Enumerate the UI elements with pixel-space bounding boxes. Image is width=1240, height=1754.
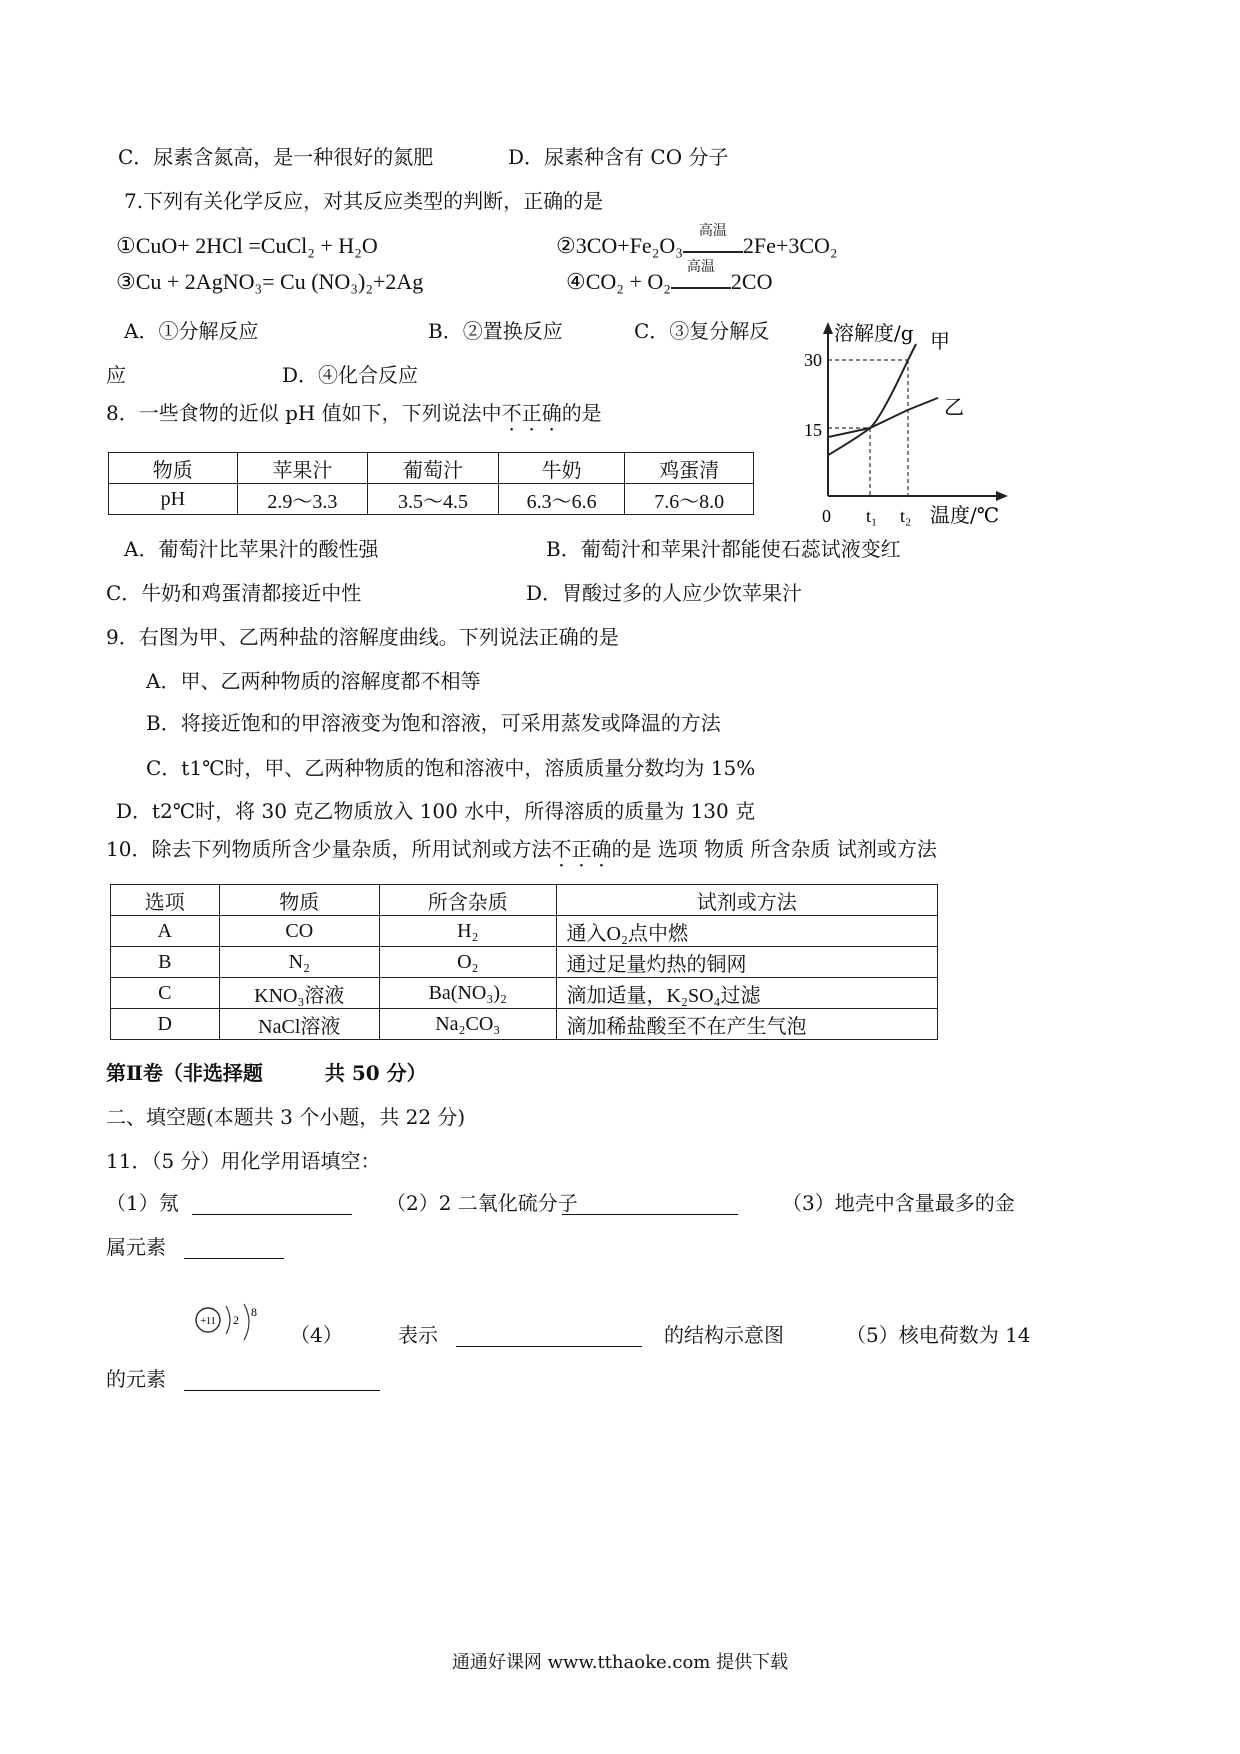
table-cell: 6.3～6.6 [498, 484, 625, 515]
q8-option-d: D．胃酸过多的人应少饮苹果汁 [526, 581, 803, 605]
table-header-cell: 试剂或方法 [556, 885, 937, 916]
part2-title-text: 第Ⅱ卷（非选择题 [106, 1061, 263, 1085]
shell-1-count: 2 [233, 1313, 239, 1327]
table-cell: 3.5～4.5 [368, 484, 499, 515]
x-axis-arrow [996, 491, 1008, 501]
electron-shell-1 [226, 1306, 230, 1334]
q10-emph-3: 确 [591, 837, 612, 861]
q7-option-b: B．②置换反应 [428, 319, 563, 343]
table-header-cell: 牛奶 [498, 453, 625, 484]
table-cell: 2.9～3.3 [237, 484, 368, 515]
table-cell: A [111, 916, 220, 947]
q8-option-c: C．牛奶和鸡蛋清都接近中性 [106, 581, 362, 605]
impurity-table [110, 884, 938, 1040]
q6-option-d: D．尿素种含有 CO 分子 [508, 145, 729, 169]
q11-part-4: （4） [290, 1323, 343, 1347]
q9-option-d: D．t2℃时，将 30 克乙物质放入 100 水中，所得溶质的质量为 130 克 [116, 799, 756, 823]
eq4-right: 2CO [730, 269, 773, 294]
table-row [111, 947, 938, 978]
shell-2-count: 8 [251, 1305, 257, 1319]
q9-option-a: A．甲、乙两种物质的溶解度都不相等 [146, 669, 481, 693]
q8-option-a: A．葡萄汁比苹果汁的酸性强 [124, 537, 379, 561]
q10-stem-end: 的是 选项 物质 所含杂质 试剂或方法 [611, 837, 937, 861]
chart-series [828, 344, 938, 455]
ph-table [108, 452, 754, 515]
q10-emph-1: 不 [551, 837, 572, 861]
q7-equation-3: ③Cu + 2AgNO₃= Cu (NO₃)₂+2Ag [116, 269, 424, 294]
table-cell: C [111, 978, 220, 1009]
table-cell: H₂ [380, 916, 557, 947]
eq4-left: ④CO₂ + O₂ [566, 269, 671, 294]
q7-stem: 7.下列有关化学反应，对其反应类型的判断，正确的是 [124, 189, 604, 213]
table-header-cell: 鸡蛋清 [625, 453, 754, 484]
table-header-cell: 选项 [111, 885, 220, 916]
q7-equation-2 [556, 224, 838, 260]
table-cell: KNO₃溶液 [219, 978, 379, 1009]
table-cell: pH [109, 484, 238, 515]
table-row [109, 484, 754, 515]
table-header-cell: 所含杂质 [380, 885, 557, 916]
q8-stem [106, 400, 602, 426]
table-cell: Na₂CO₃ [380, 1009, 557, 1040]
chart-xlabel: 温度/℃ [930, 503, 1000, 527]
q7-equation-1: ①CuO+ 2HCl =CuCl₂ + H₂O [116, 233, 378, 258]
chart-axes [823, 322, 1008, 501]
atom-structure-diagram [190, 1300, 270, 1344]
q10-stem-text: 10．除去下列物质所含少量杂质，所用试剂或方法 [106, 837, 552, 861]
part2-title [106, 1060, 427, 1086]
q11-part-1-text: （1）氖 [106, 1191, 179, 1215]
table-header-cell: 物质 [109, 453, 238, 484]
answer-blank-3[interactable] [184, 1238, 284, 1259]
table-row [109, 453, 754, 484]
table-row [111, 916, 938, 947]
eq2-right: 2Fe+3CO₂ [742, 233, 838, 258]
table-cell: 7.6～8.0 [625, 484, 754, 515]
y-tick-15: 15 [804, 420, 822, 440]
x-tick-t1: t₁ [866, 506, 878, 526]
q7-option-c: C．③复分解反 [634, 319, 770, 343]
answer-blank-1[interactable] [192, 1194, 352, 1215]
q9-option-b: B．将接近饱和的甲溶液变为饱和溶液，可采用蒸发或降温的方法 [146, 711, 721, 735]
table-cell: 滴加稀盐酸至不在产生气泡 [556, 1009, 937, 1040]
table-cell: B [111, 947, 220, 978]
q7-option-c-cont: 应 [106, 363, 126, 387]
q8-stem-text: 8．一些食物的近似 pH 值如下，下列说法中 [106, 401, 502, 425]
q11-part-2: （2）2 二氧化硫分子 [386, 1191, 578, 1215]
table-cell: Ba(NO₃)₂ [380, 978, 557, 1009]
q8-stem-end: 的是 [561, 401, 602, 425]
table-row [111, 1009, 938, 1040]
table-cell: CO [219, 916, 379, 947]
answer-blank-4[interactable] [456, 1326, 642, 1347]
section-title: 二、填空题(本题共 3 个小题，共 22 分) [106, 1105, 466, 1129]
q10-emph-2: 正 [571, 837, 592, 861]
eq4-condition: 高温 [671, 273, 731, 289]
nucleus-charge: +11 [200, 1316, 216, 1327]
series-label-jia: 甲 [930, 329, 950, 353]
y-tick-30: 30 [804, 350, 822, 370]
table-header-cell: 物质 [219, 885, 379, 916]
q8-emph-3: 确 [541, 401, 562, 425]
chart-ylabel: 溶解度/g [834, 321, 914, 345]
solubility-chart [790, 318, 1020, 533]
q11-part-5: （5）核电荷数为 14 [846, 1323, 1031, 1347]
table-cell: O₂ [380, 947, 557, 978]
eq2-condition: 高温 [683, 237, 743, 253]
x-tick-0: 0 [822, 506, 831, 526]
q8-emph-1: 不 [501, 401, 522, 425]
q11-part-4-mid: 表示 [398, 1323, 438, 1347]
q11-part-5-cont: 的元素 [106, 1367, 166, 1391]
table-row [111, 978, 938, 1009]
series-line-jia [828, 344, 916, 455]
q7-option-d: D．④化合反应 [282, 363, 419, 387]
part2-title-score: 共 50 分） [324, 1061, 427, 1085]
table-cell: 通入O₂点中燃 [556, 916, 937, 947]
q11-stem: 11．（5 分）用化学用语填空： [106, 1149, 381, 1173]
q8-option-b: B．葡萄汁和苹果汁都能使石蕊试液变红 [546, 537, 901, 561]
table-cell: D [111, 1009, 220, 1040]
page-footer: 通通好课网 www.tthaoke.com 提供下载 [451, 1652, 789, 1673]
q7-option-a: A．①分解反应 [124, 319, 259, 343]
q9-stem: 9．右图为甲、乙两种盐的溶解度曲线。下列说法正确的是 [106, 625, 619, 649]
series-line-yi [828, 398, 938, 437]
table-cell: 通过足量灼热的铜网 [556, 947, 937, 978]
q8-emph-2: 正 [521, 401, 542, 425]
series-label-yi: 乙 [944, 395, 964, 419]
table-cell: 滴加适量，K₂SO₄过滤 [556, 978, 937, 1009]
electron-shell-2 [244, 1304, 249, 1340]
answer-blank-2[interactable] [562, 1194, 738, 1215]
q11-part-3: （3）地壳中含量最多的金 [782, 1191, 1015, 1215]
eq2-left: ②3CO+Fe₂O₃ [556, 233, 683, 258]
x-tick-t2: t₂ [900, 506, 912, 526]
table-header-cell: 苹果汁 [237, 453, 368, 484]
q6-option-c: C．尿素含氮高，是一种很好的氮肥 [118, 145, 434, 169]
table-header-cell: 葡萄汁 [368, 453, 499, 484]
table-cell: N₂ [219, 947, 379, 978]
q11-part-3-cont: 属元素 [106, 1235, 166, 1259]
table-cell: NaCl溶液 [219, 1009, 379, 1040]
q9-option-c: C．t1℃时，甲、乙两种物质的饱和溶液中，溶质质量分数均为 15% [146, 756, 756, 780]
y-axis-arrow [823, 322, 833, 334]
q7-equation-4 [566, 260, 773, 296]
table-row [111, 885, 938, 916]
q11-part-1 [106, 1190, 179, 1216]
q10-stem [106, 836, 937, 862]
q11-part-4-end: 的结构示意图 [664, 1323, 784, 1347]
answer-blank-5[interactable] [184, 1370, 380, 1391]
